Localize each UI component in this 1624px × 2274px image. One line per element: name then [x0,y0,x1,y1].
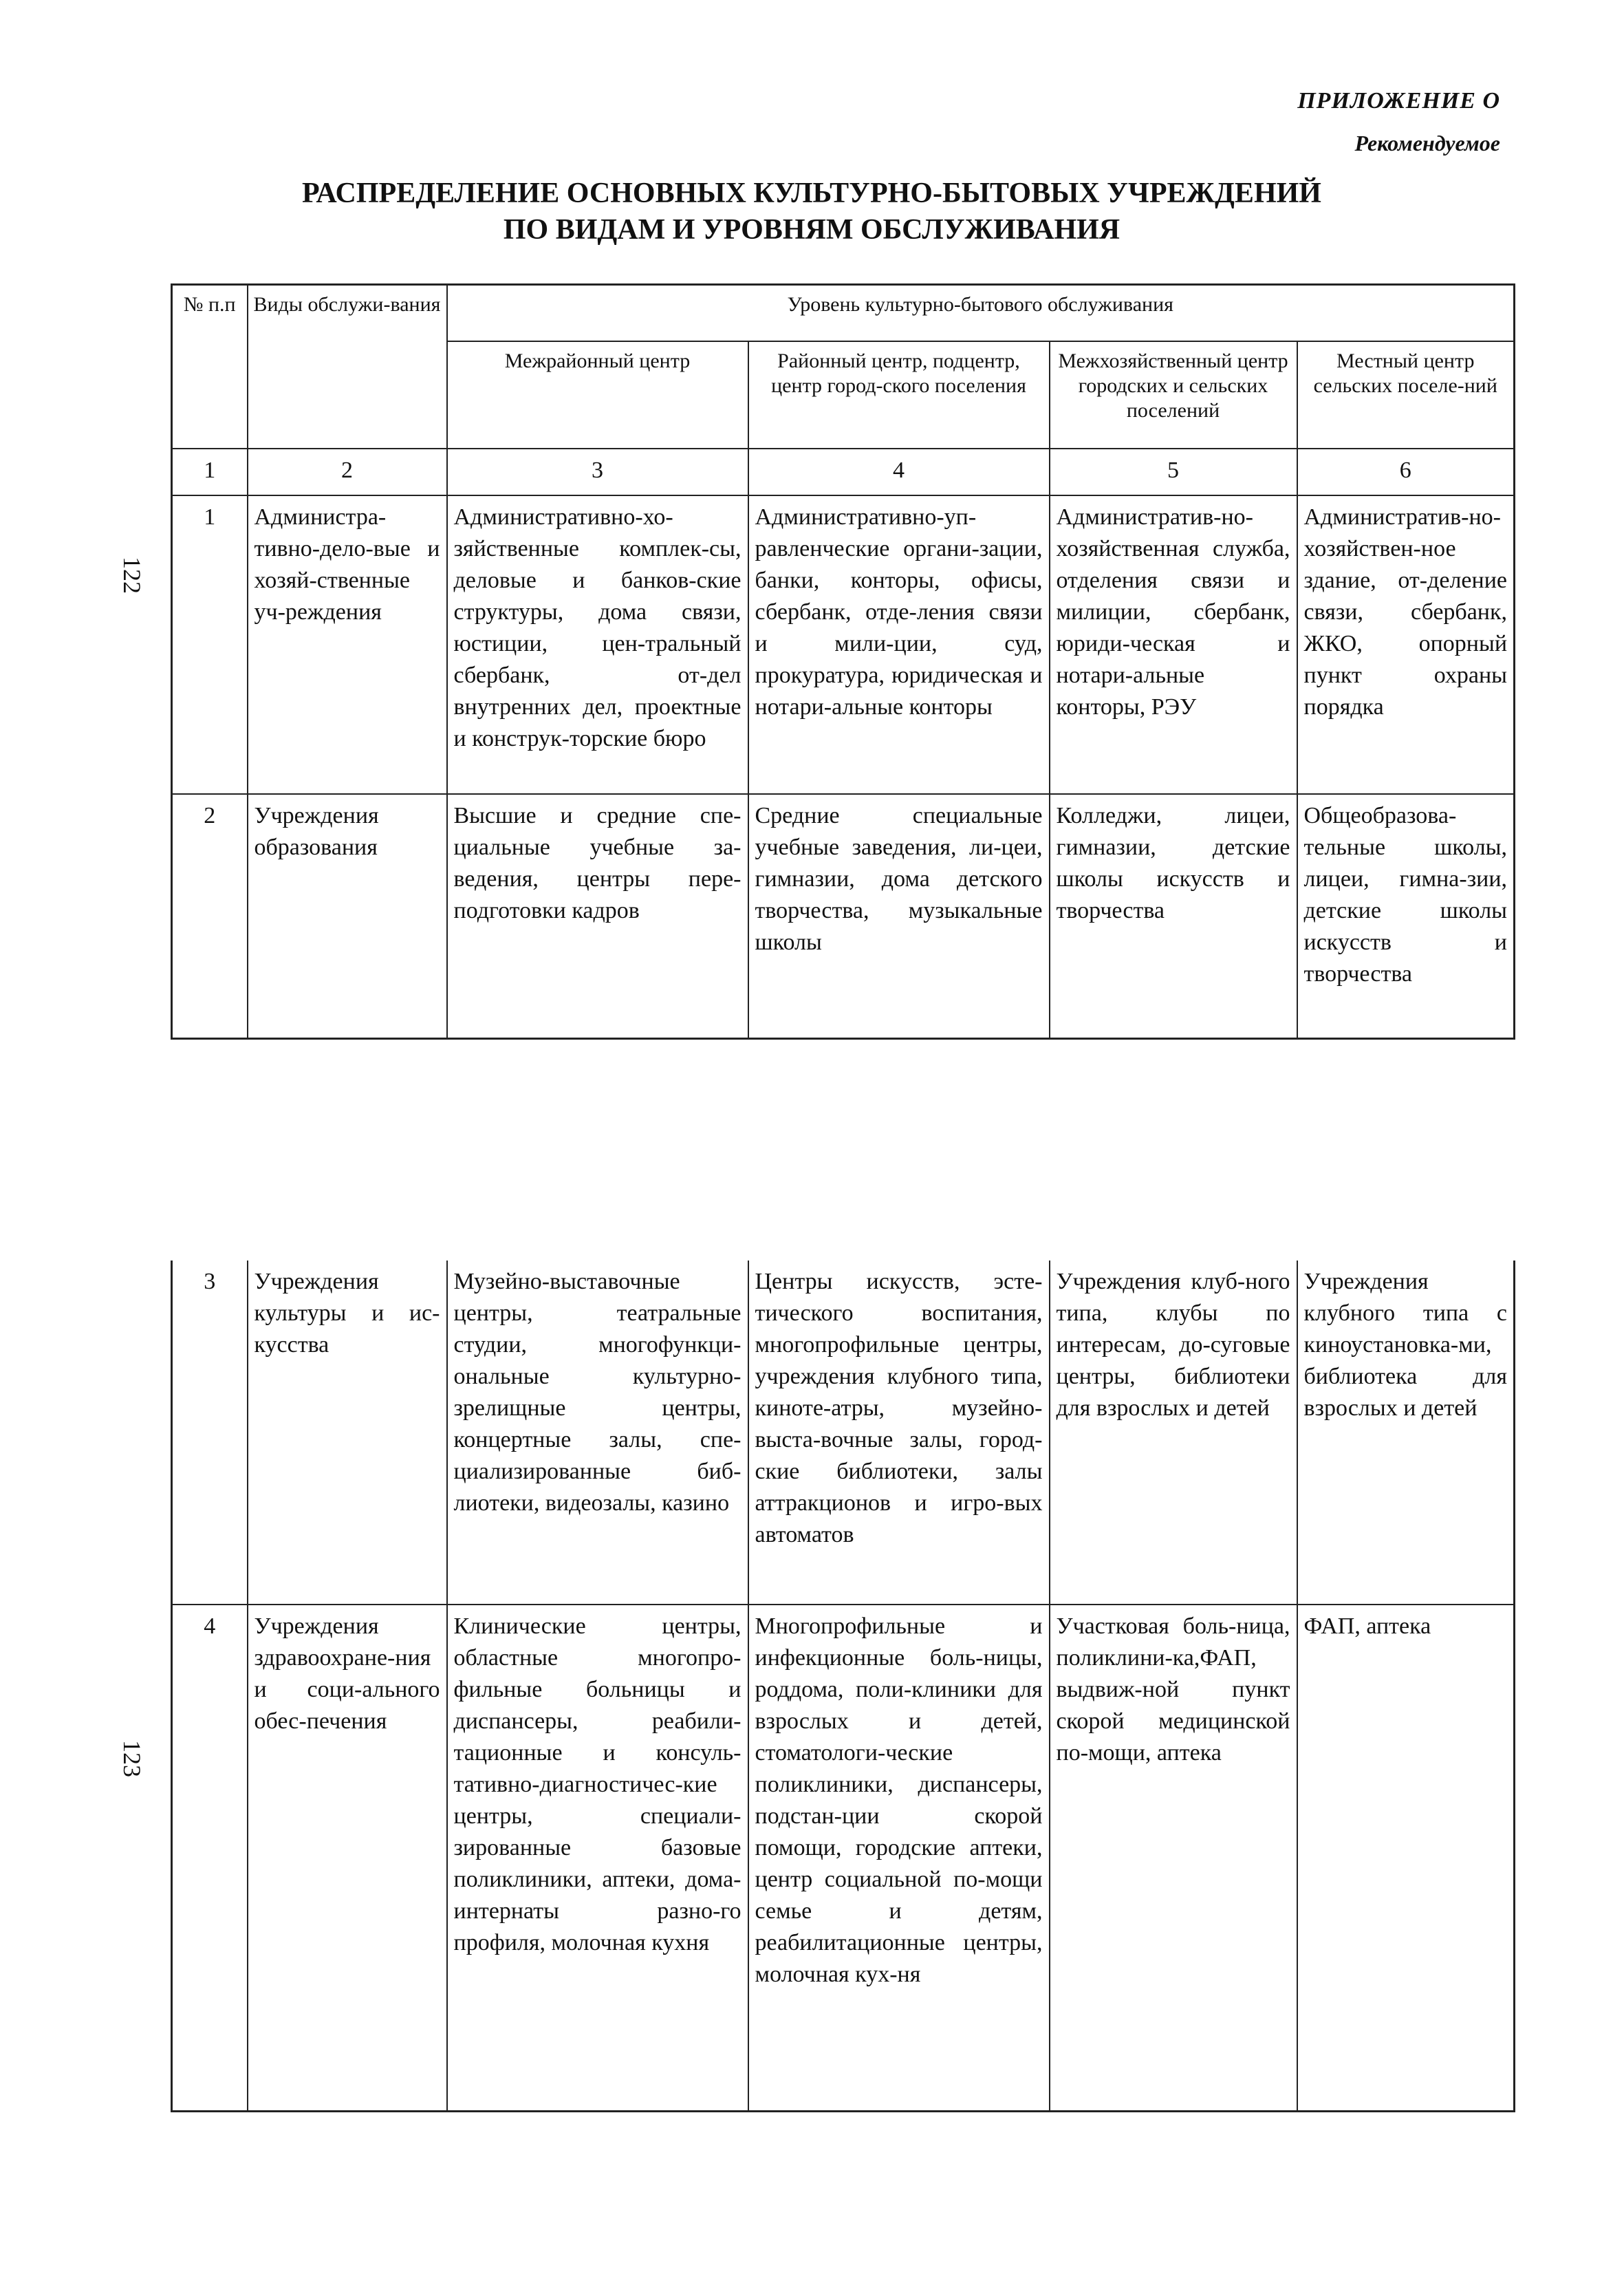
page-title-line-1: РАСПРЕДЕЛЕНИЕ ОСНОВНЫХ КУЛЬТУРНО-БЫТОВЫХ УЧРЕЖДЕНИЙ [302,178,1321,209]
row-local: Общеобразова-тельные школы, лицеи, гимна-зии, детские школы искусств и творчества [1297,794,1515,1039]
row-kind: Администра-тивно-дело-вые и хозяй-ственные уч-реждения [248,495,447,794]
row-interdistrict: Высшие и средние спе-циальные учебные за-ведения, центры пере-подготовки кадров [447,794,748,1039]
row-number: 3 [172,1261,248,1605]
page-title-line-2: ПО ВИДАМ И УРОВНЯМ ОБСЛУЖИВАНИЯ [503,214,1120,246]
table-row [172,1605,1515,2111]
header-kind: Виды обслужи-вания [248,285,447,449]
header-num: № п.п [172,285,248,449]
row-number: 2 [172,794,248,1039]
col-number-2: 2 [248,449,447,495]
row-district: Средние специальные учебные заведения, ли-цеи, гимназии, дома детского творчества, музыкальные школы [748,794,1050,1039]
row-local: ФАП, аптека [1297,1605,1515,2111]
row-number: 1 [172,495,248,794]
col-number-1: 1 [172,449,248,495]
header-level-interfarm: Межхозяйственный центр городских и сельских поселений [1050,341,1297,449]
row-local: Учреждения клубного типа с киноустановка-ми, библиотека для взрослых и детей [1297,1261,1515,1605]
row-interfarm: Учреждения клуб-ного типа, клубы по интересам, до-суговые центры, библиотеки для взрослых и детей [1050,1261,1297,1605]
row-interdistrict: Клинические центры, областные многопро-фильные больницы и диспансеры, реабили-тационные и консуль-тативно-диагностичес-кие центры, специали-зированные базовые поликлиники, аптеки, дома-интернаты разно-го профиля, молочная кухня [447,1605,748,2111]
col-number-5: 5 [1050,449,1297,495]
row-district: Административно-уп-равленческие органи-зации, банки, конторы, офисы, сбербанк, отде-ления связи и мили-ции, суд, прокуратура, юридическая и нотари-альные конторы [748,495,1050,794]
page-number-122: 122 [118,557,146,594]
header-level-interdistrict: Межрайонный центр [447,341,748,449]
col-number-3: 3 [447,449,748,495]
row-interdistrict: Музейно-выставочные центры, театральные студии, многофункци-ональные культурно-зрелищные центры, концертные залы, спе-циализированные биб-лиотеки, видеозалы, казино [447,1261,748,1605]
page-number-123: 123 [118,1740,146,1777]
row-interfarm: Колледжи, лицеи, гимназии, детские школы искусств и творчества [1050,794,1297,1039]
status-label: Рекомендуемое [1354,131,1500,155]
table-row [172,1261,1515,1605]
row-kind: Учреждения культуры и ис-кусства [248,1261,447,1605]
row-district: Многопрофильные и инфекционные боль-ницы, роддома, поли-клиники для взрослых и детей, стоматологи-ческие поликлиники, диспансеры, подстан-ции скорой помощи, городские аптеки, центр социальной по-мощи семье и детям, реабилитационные центры, молочная кух-ня [748,1605,1050,2111]
col-number-6: 6 [1297,449,1515,495]
row-number: 4 [172,1605,248,2111]
row-district: Центры искусств, эсте-тического воспитания, многопрофильные центры, учреждения клубного типа, киноте-атры, музейно-выста-вочные залы, город-ские библиотеки, залы аттракционов и игро-вых автоматов [748,1261,1050,1605]
row-kind: Учреждения здравоохране-ния и соци-ального обес-печения [248,1605,447,2111]
table-row [172,794,1515,1039]
row-interfarm: Участковая боль-ница, поликлини-ка,ФАП, выдвиж-ной пункт скорой медицинской по-мощи, аптека [1050,1605,1297,2111]
row-kind: Учреждения образования [248,794,447,1039]
header-level-district: Районный центр, подцентр, центр город-ского поселения [748,341,1050,449]
header-level-local: Местный центр сельских поселе-ний [1297,341,1515,449]
header-levels: Уровень культурно-бытового обслуживания [447,285,1515,341]
appendix-label: ПРИЛОЖЕНИЕ О [1297,88,1500,114]
services-table-part-2 [171,1261,1515,2112]
row-interfarm: Административ-но-хозяйственная служба, отделения связи и милиции, сбербанк, юриди-ческая и нотари-альные конторы, РЭУ [1050,495,1297,794]
services-table-part-1 [171,283,1515,1040]
table-row [172,495,1515,794]
row-local: Административ-но-хозяйствен-ное здание, от-деление связи, сбербанк, ЖКО, опорный пункт охраны порядка [1297,495,1515,794]
col-number-4: 4 [748,449,1050,495]
row-interdistrict: Административно-хо-зяйственные комплек-сы, деловые и банков-ские структуры, дома связи, юстиции, цен-тральный сбербанк, от-дел внутренних дел, проектные и конструк-торские бюро [447,495,748,794]
